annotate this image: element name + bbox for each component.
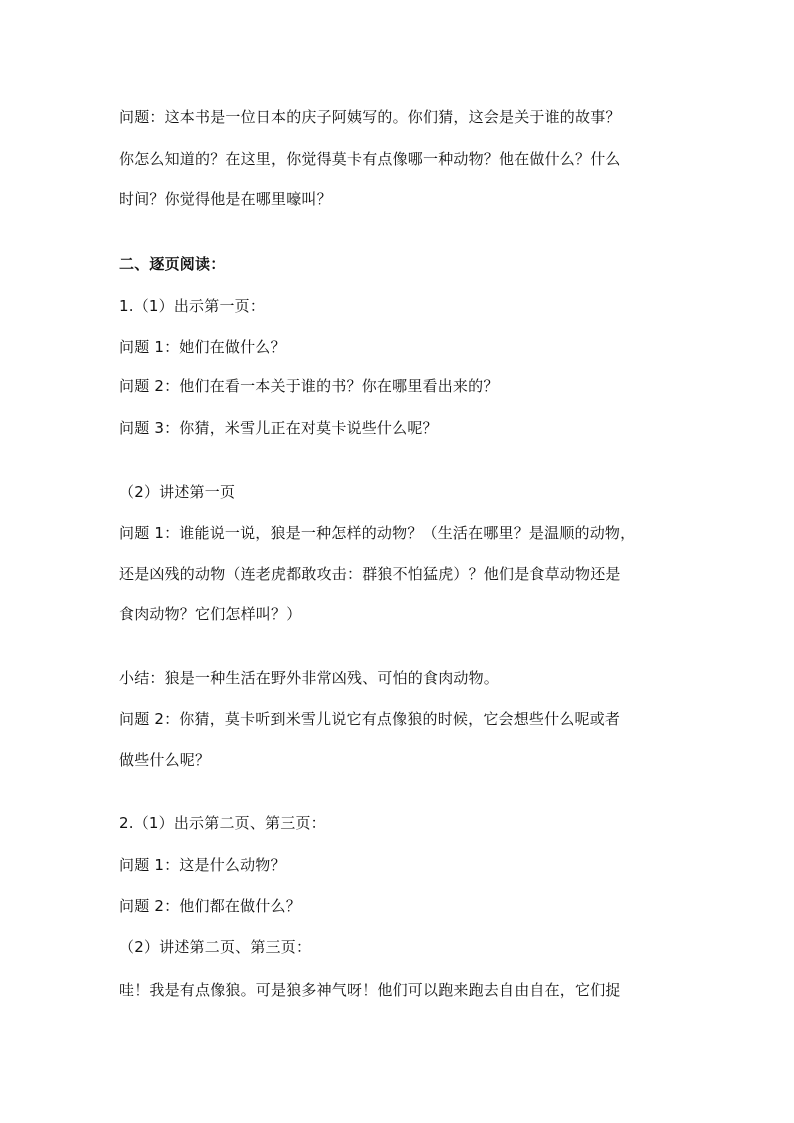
summary-line: 小结：狼是一种生活在野外非常凶残、可怕的食肉动物。 <box>119 669 500 687</box>
paragraph-line: 食肉动物？它们怎样叫？） <box>119 605 302 623</box>
paragraph-line: 时间？你觉得他是在哪里嚎叫？ <box>119 190 332 208</box>
question-line: 问题 1：她们在做什么？ <box>119 338 286 356</box>
question-line: 问题 1：这是什么动物？ <box>119 856 286 874</box>
paragraph-line: 你怎么知道的？在这里，你觉得莫卡有点像哪一种动物？他在做什么？什么 <box>119 150 621 168</box>
question-line: 问题 2：他们在看一本关于谁的书？你在哪里看出来的？ <box>119 377 499 395</box>
question-line: 问题 2：你猜，莫卡听到米雪儿说它有点像狼的时候，它会想些什么呢或者 <box>119 710 621 728</box>
question-line: 问题 2：他们都在做什么？ <box>119 897 301 915</box>
list-item: 1.（1）出示第一页： <box>119 297 266 315</box>
question-line: 问题 3：你猜，米雪儿正在对莫卡说些什么呢？ <box>119 419 438 437</box>
paragraph-line: 问题：这本书是一位日本的庆子阿姨写的。你们猜，这会是关于谁的故事？ <box>119 108 621 126</box>
section-heading: 二、逐页阅读： <box>119 255 226 273</box>
question-line: 问题 1：谁能说一说，狼是一种怎样的动物？（生活在哪里？是温顺的动物， <box>119 524 636 542</box>
list-item: （2）讲述第二页、第三页： <box>119 938 312 956</box>
paragraph-line: 还是凶残的动物（连老虎都敢攻击：群狼不怕猛虎）？他们是食草动物还是 <box>119 565 621 583</box>
list-item: 2.（1）出示第二页、第三页： <box>119 814 326 832</box>
paragraph-line: 做些什么呢？ <box>119 751 211 769</box>
list-item: （2）讲述第一页 <box>119 483 236 501</box>
paragraph-line: 哇！我是有点像狼。可是狼多神气呀！他们可以跑来跑去自由自在，它们捉 <box>119 981 621 999</box>
